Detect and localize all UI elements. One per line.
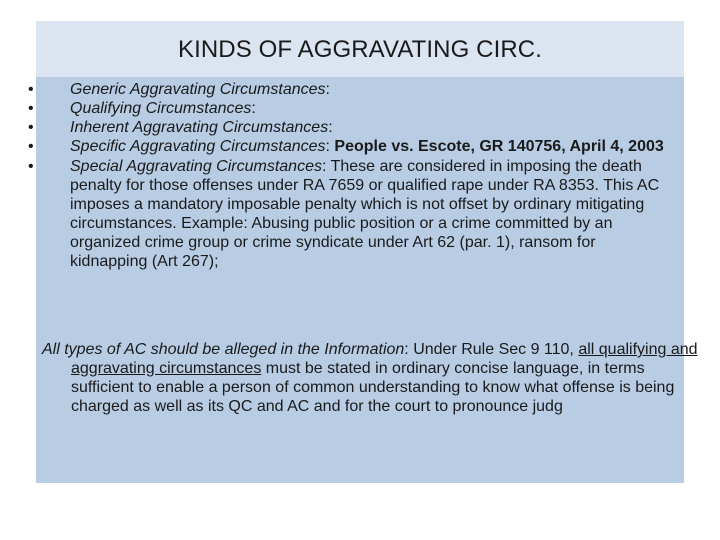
paragraph-underlined: all qualifying and aggravating circumstances	[71, 341, 698, 377]
bullet-term: Inherent Aggravating Circumstances	[70, 119, 329, 136]
bullet-sep: :	[325, 138, 335, 155]
bullet-item-special	[0, 157, 680, 271]
bullet-dot-icon: •	[28, 81, 34, 98]
bullet-term: Qualifying Circumstances	[70, 100, 252, 117]
paragraph-sep: : Under Rule Sec 9 110,	[404, 341, 579, 358]
bullet-text: These are considered in imposing the death penalty for those offenses under RA 7659 or qualified rape under RA 8353. This AC imposes a mandatory imposable penalty which is not offset by ordinary mitigating circumstances. Example: Abusing public position or a crime committed by an organized crime group or crime syndicate under Art 62 (par. 1), ransom for kidnapping (Art 267);	[70, 158, 660, 270]
title-bar	[36, 21, 684, 77]
bullet-item-qualifying	[0, 99, 680, 118]
bullet-dot-icon: •	[28, 158, 34, 175]
bullet-term: Specific Aggravating Circumstances	[70, 138, 326, 155]
information-paragraph	[42, 340, 707, 416]
bullet-list	[0, 80, 680, 271]
bullet-term: Generic Aggravating Circumstances	[70, 81, 326, 98]
bullet-sep: :	[321, 158, 331, 175]
bullet-sep: :	[325, 81, 330, 98]
case-citation: People vs. Escote, GR 140756, April 4, 2003	[334, 138, 664, 155]
bullet-sep: :	[328, 119, 333, 136]
bullet-dot-icon: •	[28, 119, 34, 136]
bullet-item-inherent	[0, 118, 680, 137]
slide-title: KINDS OF AGGRAVATING CIRC.	[178, 36, 542, 63]
paragraph-lead: All types of AC should be alleged in the Information	[42, 341, 405, 358]
bullet-sep: :	[251, 100, 256, 117]
paragraph-rest: must be stated in ordinary concise language, in terms sufficient to enable a person of common understanding to know what offense is being charged as well as its QC and AC and for the court to pronounce judg	[71, 360, 675, 415]
bullet-dot-icon: •	[28, 138, 34, 155]
bullet-term: Special Aggravating Circumstances	[70, 158, 322, 175]
bullet-item-specific	[0, 137, 680, 156]
bullet-item-generic	[0, 80, 680, 99]
bullet-dot-icon: •	[28, 100, 34, 117]
